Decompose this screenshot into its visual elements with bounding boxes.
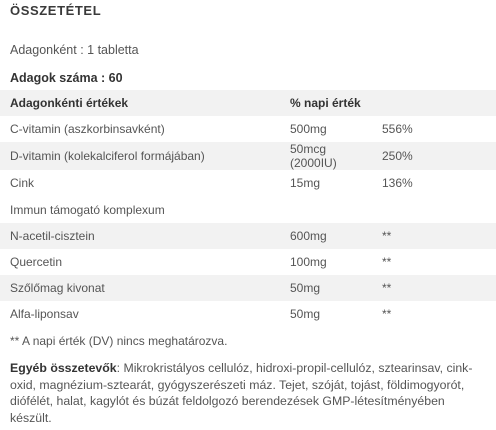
ingredient-amount <box>280 197 372 223</box>
ingredient-amount: 15mg <box>290 176 321 191</box>
servings-count: Adagok száma : 60 <box>10 71 123 85</box>
ingredient-dv <box>372 197 496 223</box>
table-row <box>0 116 496 142</box>
table-row <box>0 170 496 196</box>
table-header-row <box>0 90 496 116</box>
ingredient-name: D-vitamin (kolekalciferol formájában) <box>0 142 280 170</box>
ingredient-amount: 50mcg (2000IU) <box>280 142 372 170</box>
ingredient-name: Alfa-liponsav <box>10 307 79 322</box>
ingredient-dv: 136% <box>382 176 413 191</box>
table-row <box>0 275 496 301</box>
ingredient-amount: 500mg <box>290 122 327 137</box>
ingredient-dv: ** <box>372 223 496 249</box>
header-per-serving: Adagonkénti értékek <box>0 90 280 116</box>
ingredient-name: Cink <box>10 176 35 191</box>
ingredient-name: C-vitamin (aszkorbinsavként) <box>10 122 165 137</box>
header-daily-value: % napi érték <box>280 90 496 116</box>
ingredient-name: N-acetil-cisztein <box>0 223 280 249</box>
ingredient-dv: 556% <box>382 122 413 137</box>
ingredient-name: Quercetin <box>10 255 63 270</box>
ingredient-amount: 50mg <box>280 275 372 301</box>
ingredient-amount: 600mg <box>280 223 372 249</box>
table-row <box>0 249 496 275</box>
table-row <box>0 142 496 170</box>
serving-size: Adagonként : 1 tabletta <box>10 43 139 57</box>
ingredient-amount: 50mg <box>290 307 321 322</box>
ingredient-dv: ** <box>382 255 392 270</box>
ingredient-dv: 250% <box>372 142 496 170</box>
ingredients-table <box>0 90 496 328</box>
table-row <box>0 223 496 249</box>
other-ingredients-label: Egyéb összetevők <box>10 361 117 375</box>
ingredient-amount: 100mg <box>290 255 327 270</box>
table-row <box>0 301 496 327</box>
ingredient-dv: ** <box>372 275 496 301</box>
ingredient-dv: ** <box>382 307 392 322</box>
ingredient-name: Immun támogató komplexum <box>0 197 280 223</box>
ingredient-name: Szőlőmag kivonat <box>0 275 280 301</box>
other-ingredients-text: : Mikrokristályos cellulóz, hidroxi-propil-cellulóz, sztearinsav, cink-oxid, magnézium-sztearát, gyógyszerészeti máz. Tejet, szóját, tojást, földimogyorót, diófélét, halat, kagylót és búzát feldolgozó berendezések GMP-létesítményében készült. <box>10 361 473 425</box>
dv-footnote: ** A napi érték (DV) nincs meghatározva. <box>10 334 228 348</box>
table-row <box>0 197 496 223</box>
section-title: ÖSSZETÉTEL <box>10 3 102 18</box>
other-ingredients <box>10 360 480 426</box>
